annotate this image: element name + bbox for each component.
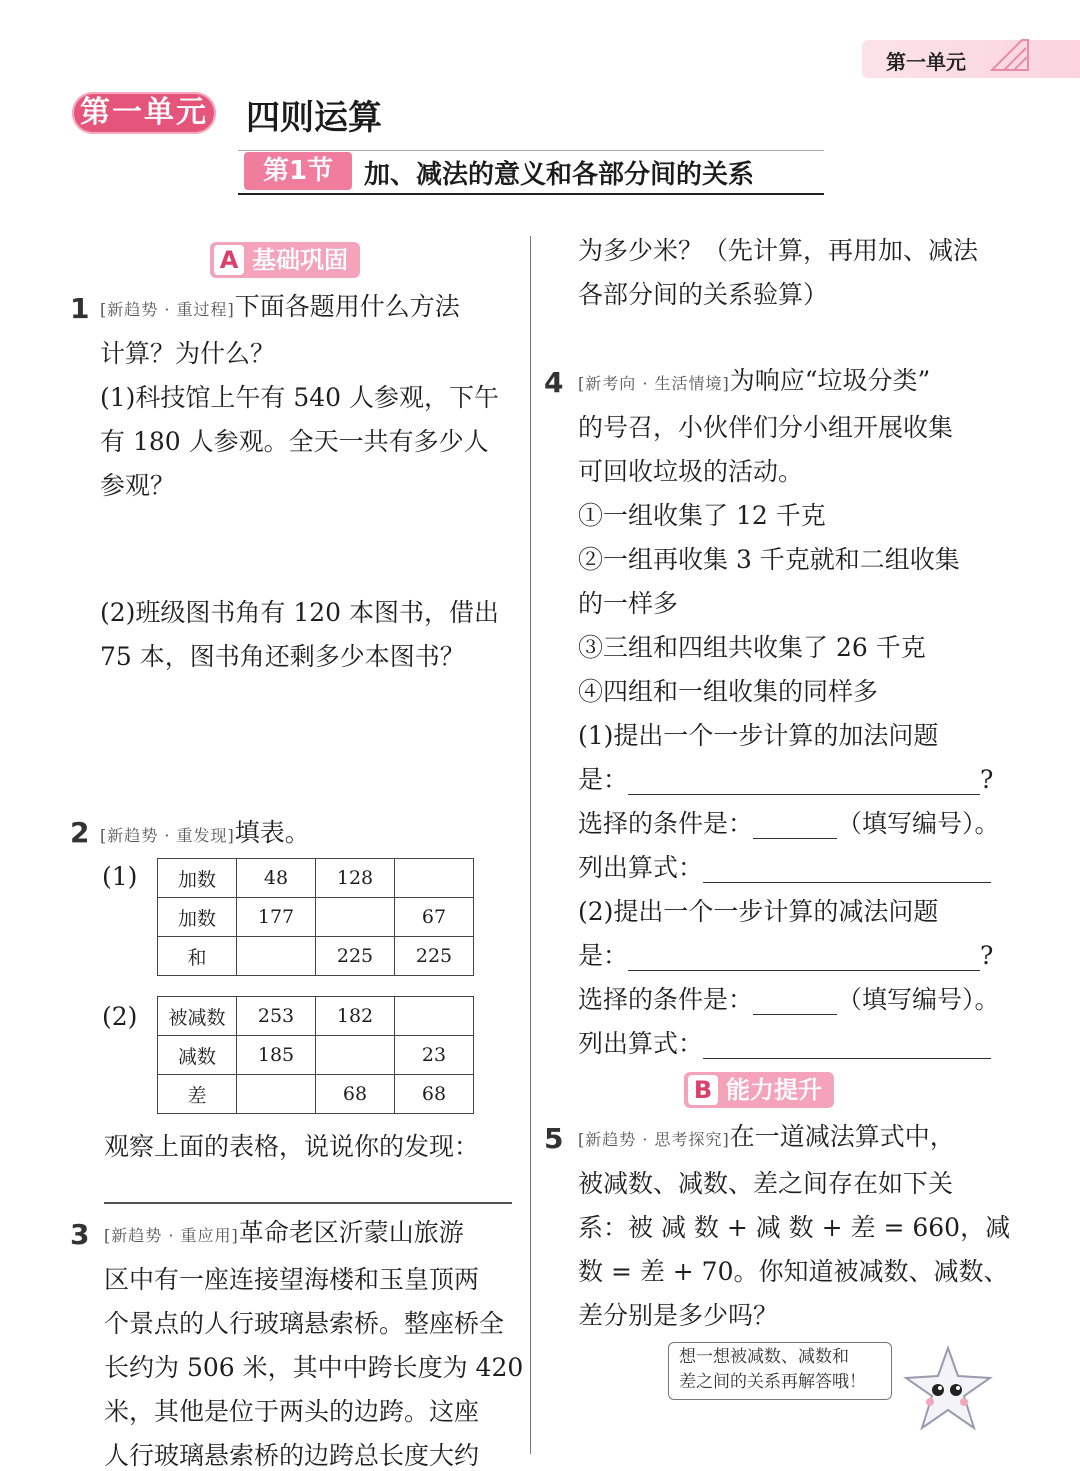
table-cell: 和 — [158, 937, 237, 976]
table-cell-blank[interactable] — [316, 1036, 395, 1075]
question-4-number: 4 — [544, 366, 564, 399]
table-cell: 差 — [158, 1075, 237, 1114]
table-cell: 被减数 — [158, 997, 237, 1036]
question-3-line: 人行玻璃悬索桥的边跨总长度大约 — [104, 1441, 480, 1470]
question-2-number: 2 — [70, 816, 90, 849]
observe-prompt: 观察上面的表格，说说你的发现： — [104, 1132, 480, 1161]
question-1-part1-line: (1)科技馆上午有 540 人参观，下午 — [100, 383, 500, 412]
table-2-label: (2) — [102, 1002, 138, 1031]
question-4-condition-2-cont: 的一样多 — [578, 589, 679, 618]
answer-line[interactable] — [104, 1202, 512, 1204]
question-3-continued — [578, 236, 978, 310]
question-mark: ? — [980, 765, 994, 794]
question-5-tag: [新趋势 · 思考探究] — [578, 1130, 730, 1149]
table-1-label: (1) — [102, 862, 138, 891]
table-cell-blank[interactable] — [237, 937, 316, 976]
condition-note: （填写编号）。 — [837, 985, 1000, 1014]
table-row — [158, 997, 474, 1036]
question-4-condition-3: ③三组和四组共收集了 26 千克 — [578, 633, 926, 662]
is-label: 是： — [578, 765, 629, 794]
question-1-line: 下面各题用什么方法 — [234, 292, 460, 321]
question-4-condition-1: ①一组收集了 12 千克 — [578, 501, 826, 530]
table-cell-blank[interactable] — [237, 1075, 316, 1114]
stripe-decoration-icon — [990, 38, 1030, 72]
hint-bubble — [668, 1342, 892, 1400]
table-row — [158, 898, 474, 937]
table-cell: 253 — [237, 997, 316, 1036]
question-2-tag: [新趋势 · 重发现] — [100, 826, 235, 845]
table-cell: 减数 — [158, 1036, 237, 1075]
question-3 — [104, 1218, 523, 1471]
section-badge: 第1节 — [244, 152, 352, 190]
question-3-line: 革命老区沂蒙山旅游 — [238, 1218, 464, 1247]
formula-label: 列出算式： — [578, 1029, 704, 1058]
condition-blank[interactable] — [753, 990, 837, 1015]
question-4-line: 的号召，小伙伴们分小组开展收集 — [578, 413, 954, 442]
question-1-part2 — [100, 598, 499, 672]
table-cell: 加数 — [158, 859, 237, 898]
question-3-cont-line: 各部分间的关系验算） — [578, 280, 829, 309]
table-cell: 67 — [395, 898, 474, 937]
table-cell: 185 — [237, 1036, 316, 1075]
question-1-part1-line: 参观？ — [100, 471, 176, 500]
question-3-line: 区中有一座连接望海楼和玉皇顶两 — [104, 1265, 480, 1294]
table-cell: 182 — [316, 997, 395, 1036]
level-b-letter: B — [688, 1075, 718, 1105]
question-3-line: 米，其他是位于两头的边跨。这座 — [104, 1397, 480, 1426]
unit-badge: 第一单元 — [72, 92, 216, 134]
section-title: 加、减法的意义和各部分间的关系 — [364, 160, 755, 190]
level-a-label: 基础巩固 — [252, 246, 348, 274]
question-mark: ? — [980, 941, 994, 970]
question-1-part2-line: 75 本，图书角还剩多少本图书？ — [100, 642, 465, 671]
question-5-line: 在一道减法算式中， — [729, 1122, 955, 1151]
table-cell: 加数 — [158, 898, 237, 937]
question-4-line: 为响应“垃圾分类” — [729, 366, 931, 395]
unit-tab-label: 第一单元 — [886, 50, 966, 74]
question-3-number: 3 — [70, 1218, 90, 1251]
table-cell: 68 — [316, 1075, 395, 1114]
question-4-sub-2: (2)提出一个一步计算的减法问题 — [578, 897, 939, 926]
table-cell: 128 — [316, 859, 395, 898]
formula-blank[interactable] — [703, 1034, 991, 1059]
question-1-number: 1 — [70, 292, 90, 325]
table-cell: 225 — [316, 937, 395, 976]
level-a-letter: A — [214, 245, 244, 275]
table-row — [158, 1075, 474, 1114]
question-2-prompt — [100, 818, 310, 851]
question-5-number: 5 — [544, 1122, 564, 1155]
question-4 — [578, 366, 1000, 1059]
table-row — [158, 859, 474, 898]
condition-blank[interactable] — [753, 814, 837, 839]
hint-line: 想一想被减数、减数和 — [679, 1347, 849, 1367]
question-1-line: 计算？为什么？ — [100, 339, 276, 368]
is-label: 是： — [578, 941, 629, 970]
question-4-condition-2: ②一组再收集 3 千克就和二组收集 — [578, 545, 960, 574]
question-5 — [578, 1122, 1010, 1331]
unit-title: 四则运算 — [246, 98, 382, 138]
question-5-line: 系：被 减 数 + 减 数 + 差 = 660，减 — [578, 1213, 1011, 1242]
table-cell: 225 — [395, 937, 474, 976]
level-b-label: 能力提升 — [726, 1076, 822, 1104]
question-5-line: 差分别是多少吗？ — [578, 1301, 779, 1330]
level-b-badge — [684, 1072, 834, 1108]
question-1-part2-line: (2)班级图书角有 120 本图书，借出 — [100, 598, 500, 627]
subtraction-table — [157, 996, 474, 1114]
star-mascot-icon — [898, 1344, 998, 1434]
question-4-sub-1: (1)提出一个一步计算的加法问题 — [578, 721, 939, 750]
question-3-tag: [新趋势 · 重应用] — [104, 1226, 239, 1245]
condition-label: 选择的条件是： — [578, 985, 754, 1014]
question-2-text: 填表。 — [234, 818, 310, 847]
level-a-badge — [210, 242, 360, 278]
table-cell: 177 — [237, 898, 316, 937]
question-5-line: 被减数、减数、差之间存在如下关 — [578, 1169, 954, 1198]
table-cell: 48 — [237, 859, 316, 898]
column-divider — [530, 236, 531, 1454]
question-1 — [100, 292, 499, 501]
condition-note: （填写编号）。 — [837, 809, 1000, 838]
table-cell: 68 — [395, 1075, 474, 1114]
question-4-condition-4: ④四组和一组收集的同样多 — [578, 677, 879, 706]
addition-table — [157, 858, 474, 976]
question-4-tag: [新考向 · 生活情境] — [578, 374, 730, 393]
table-cell: 23 — [395, 1036, 474, 1075]
table-row — [158, 937, 474, 976]
table-row — [158, 1036, 474, 1075]
question-3-line: 个景点的人行玻璃悬索桥。整座桥全 — [104, 1309, 505, 1338]
table-cell-blank[interactable] — [395, 859, 474, 898]
hint-line: 差之间的关系再解答哦！ — [679, 1372, 866, 1392]
question-3-cont-line: 为多少米？（先计算，再用加、减法 — [578, 236, 979, 265]
question-1-part1-line: 有 180 人参观。全天一共有多少人 — [100, 427, 489, 456]
question-5-line: 数 = 差 + 70。你知道被减数、减数、 — [578, 1257, 1009, 1286]
question-4-line: 可回收垃圾的活动。 — [578, 457, 804, 486]
question-3-line: 长约为 506 米，其中中跨长度为 420 — [104, 1353, 524, 1382]
answer-blank[interactable] — [628, 770, 980, 795]
condition-label: 选择的条件是： — [578, 809, 754, 838]
formula-label: 列出算式： — [578, 853, 704, 882]
table-cell-blank[interactable] — [316, 898, 395, 937]
table-cell-blank[interactable] — [395, 997, 474, 1036]
formula-blank[interactable] — [703, 858, 991, 883]
question-1-tag: [新趋势 · 重过程] — [100, 300, 235, 319]
answer-blank[interactable] — [628, 946, 980, 971]
